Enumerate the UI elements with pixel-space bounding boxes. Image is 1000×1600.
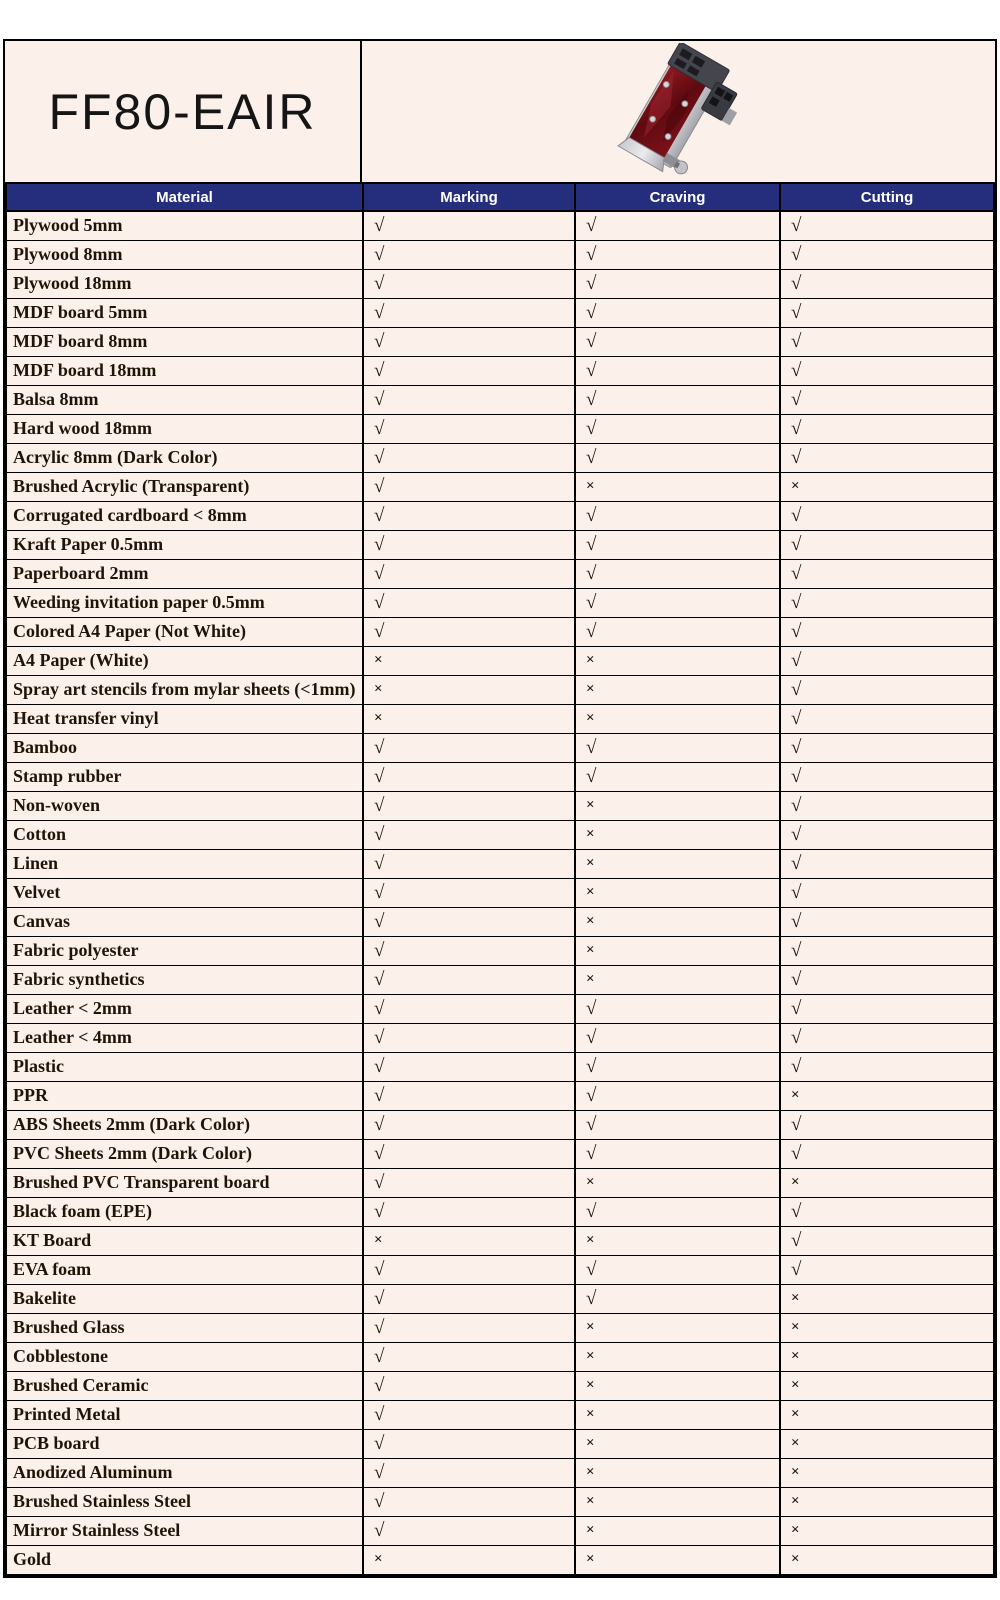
craving-cell: × xyxy=(575,849,780,878)
cutting-cell: × xyxy=(780,1429,994,1458)
table-row xyxy=(6,1487,994,1516)
cutting-cell: √ xyxy=(780,820,994,849)
material-cell: Hard wood 18mm xyxy=(6,414,363,443)
table-row xyxy=(6,820,994,849)
cutting-cell: × xyxy=(780,1168,994,1197)
sheet-header xyxy=(5,41,995,184)
material-cell: Paperboard 2mm xyxy=(6,559,363,588)
material-cell: PVC Sheets 2mm (Dark Color) xyxy=(6,1139,363,1168)
craving-cell: √ xyxy=(575,1197,780,1226)
marking-cell: × xyxy=(363,1545,575,1574)
marking-cell: √ xyxy=(363,1255,575,1284)
cutting-cell: × xyxy=(780,1313,994,1342)
cutting-cell: × xyxy=(780,472,994,501)
marking-cell: √ xyxy=(363,1052,575,1081)
table-row xyxy=(6,646,994,675)
marking-cell: √ xyxy=(363,907,575,936)
material-cell: Brushed Ceramic xyxy=(6,1371,363,1400)
cutting-cell: √ xyxy=(780,733,994,762)
table-row xyxy=(6,1313,994,1342)
craving-cell: × xyxy=(575,472,780,501)
cutting-cell: √ xyxy=(780,791,994,820)
cutting-cell: × xyxy=(780,1371,994,1400)
laser-module-image xyxy=(571,43,786,181)
cutting-cell: √ xyxy=(780,327,994,356)
material-cell: Brushed Acrylic (Transparent) xyxy=(6,472,363,501)
table-row xyxy=(6,1342,994,1371)
marking-cell: √ xyxy=(363,936,575,965)
craving-cell: × xyxy=(575,1516,780,1545)
marking-cell: √ xyxy=(363,1081,575,1110)
table-row xyxy=(6,1545,994,1574)
cutting-cell: √ xyxy=(780,530,994,559)
craving-cell: × xyxy=(575,791,780,820)
material-cell: Spray art stencils from mylar sheets (<1mm) xyxy=(6,675,363,704)
material-cell: Mirror Stainless Steel xyxy=(6,1516,363,1545)
craving-cell: × xyxy=(575,1545,780,1574)
material-cell: Brushed PVC Transparent board xyxy=(6,1168,363,1197)
cutting-cell: √ xyxy=(780,588,994,617)
craving-cell: √ xyxy=(575,1284,780,1313)
craving-cell: × xyxy=(575,907,780,936)
material-cell: Non-woven xyxy=(6,791,363,820)
marking-cell: × xyxy=(363,646,575,675)
marking-cell: √ xyxy=(363,1400,575,1429)
material-cell: MDF board 18mm xyxy=(6,356,363,385)
craving-cell: √ xyxy=(575,530,780,559)
table-row xyxy=(6,327,994,356)
craving-cell: × xyxy=(575,820,780,849)
cutting-cell: √ xyxy=(780,617,994,646)
table-row xyxy=(6,472,994,501)
craving-cell: √ xyxy=(575,356,780,385)
craving-cell: √ xyxy=(575,762,780,791)
marking-cell: √ xyxy=(363,501,575,530)
table-row xyxy=(6,269,994,298)
marking-cell: × xyxy=(363,1226,575,1255)
marking-cell: × xyxy=(363,675,575,704)
material-cell: Heat transfer vinyl xyxy=(6,704,363,733)
marking-cell: √ xyxy=(363,820,575,849)
craving-cell: √ xyxy=(575,994,780,1023)
table-row xyxy=(6,501,994,530)
material-cell: KT Board xyxy=(6,1226,363,1255)
table-row xyxy=(6,733,994,762)
marking-cell: √ xyxy=(363,588,575,617)
cutting-cell: √ xyxy=(780,1255,994,1284)
cutting-cell: √ xyxy=(780,704,994,733)
craving-cell: × xyxy=(575,965,780,994)
material-cell: Leather < 4mm xyxy=(6,1023,363,1052)
material-cell: Kraft Paper 0.5mm xyxy=(6,530,363,559)
craving-cell: × xyxy=(575,1371,780,1400)
table-row xyxy=(6,1255,994,1284)
craving-cell: × xyxy=(575,1313,780,1342)
craving-cell: √ xyxy=(575,1139,780,1168)
table-row xyxy=(6,559,994,588)
craving-cell: √ xyxy=(575,1023,780,1052)
marking-cell: √ xyxy=(363,1284,575,1313)
marking-cell: √ xyxy=(363,414,575,443)
marking-cell: √ xyxy=(363,1487,575,1516)
marking-cell: √ xyxy=(363,1023,575,1052)
marking-cell: √ xyxy=(363,240,575,269)
table-row xyxy=(6,588,994,617)
marking-cell: √ xyxy=(363,994,575,1023)
cutting-cell: √ xyxy=(780,1139,994,1168)
cutting-cell: √ xyxy=(780,298,994,327)
cutting-cell: √ xyxy=(780,965,994,994)
cutting-cell: × xyxy=(780,1342,994,1371)
table-row xyxy=(6,240,994,269)
cutting-cell: √ xyxy=(780,762,994,791)
cutting-cell: √ xyxy=(780,878,994,907)
table-row xyxy=(6,791,994,820)
marking-cell: √ xyxy=(363,1168,575,1197)
cutting-cell: √ xyxy=(780,240,994,269)
table-row xyxy=(6,907,994,936)
cutting-cell: × xyxy=(780,1516,994,1545)
craving-cell: × xyxy=(575,1226,780,1255)
table-row xyxy=(6,1284,994,1313)
marking-cell: √ xyxy=(363,1429,575,1458)
material-cell: Gold xyxy=(6,1545,363,1574)
spec-sheet xyxy=(3,39,997,1578)
marking-cell: √ xyxy=(363,1516,575,1545)
column-header-marking: Marking xyxy=(363,184,575,211)
cutting-cell: √ xyxy=(780,211,994,240)
materials-table xyxy=(5,184,995,1575)
marking-cell: √ xyxy=(363,385,575,414)
cutting-cell: √ xyxy=(780,1197,994,1226)
cutting-cell: √ xyxy=(780,936,994,965)
marking-cell: √ xyxy=(363,1458,575,1487)
table-row xyxy=(6,965,994,994)
table-row xyxy=(6,675,994,704)
materials-table-body xyxy=(6,211,994,1574)
marking-cell: √ xyxy=(363,472,575,501)
material-cell: Cotton xyxy=(6,820,363,849)
craving-cell: × xyxy=(575,675,780,704)
cutting-cell: × xyxy=(780,1081,994,1110)
material-cell: Leather < 2mm xyxy=(6,994,363,1023)
table-row xyxy=(6,1139,994,1168)
cutting-cell: √ xyxy=(780,269,994,298)
table-row xyxy=(6,1516,994,1545)
material-cell: Stamp rubber xyxy=(6,762,363,791)
material-cell: Fabric polyester xyxy=(6,936,363,965)
table-row xyxy=(6,443,994,472)
marking-cell: √ xyxy=(363,356,575,385)
craving-cell: √ xyxy=(575,298,780,327)
table-row xyxy=(6,1110,994,1139)
craving-cell: √ xyxy=(575,559,780,588)
title-box xyxy=(5,41,362,182)
cutting-cell: √ xyxy=(780,1052,994,1081)
table-row xyxy=(6,878,994,907)
marking-cell: √ xyxy=(363,559,575,588)
cutting-cell: × xyxy=(780,1284,994,1313)
marking-cell: √ xyxy=(363,327,575,356)
craving-cell: × xyxy=(575,1458,780,1487)
craving-cell: × xyxy=(575,1487,780,1516)
marking-cell: √ xyxy=(363,762,575,791)
material-cell: Plywood 8mm xyxy=(6,240,363,269)
cutting-cell: √ xyxy=(780,1226,994,1255)
cutting-cell: √ xyxy=(780,994,994,1023)
marking-cell: √ xyxy=(363,1313,575,1342)
cutting-cell: √ xyxy=(780,1110,994,1139)
marking-cell: √ xyxy=(363,1342,575,1371)
marking-cell: √ xyxy=(363,733,575,762)
material-cell: PPR xyxy=(6,1081,363,1110)
table-row xyxy=(6,414,994,443)
column-header-material: Material xyxy=(6,184,363,211)
marking-cell: √ xyxy=(363,269,575,298)
craving-cell: √ xyxy=(575,1081,780,1110)
material-cell: Weeding invitation paper 0.5mm xyxy=(6,588,363,617)
marking-cell: √ xyxy=(363,791,575,820)
cutting-cell: √ xyxy=(780,501,994,530)
material-cell: Brushed Stainless Steel xyxy=(6,1487,363,1516)
table-row xyxy=(6,762,994,791)
craving-cell: √ xyxy=(575,617,780,646)
table-row xyxy=(6,1371,994,1400)
table-row xyxy=(6,936,994,965)
material-cell: Fabric synthetics xyxy=(6,965,363,994)
page-title: FF80-EAIR xyxy=(48,83,317,140)
marking-cell: √ xyxy=(363,298,575,327)
marking-cell: √ xyxy=(363,878,575,907)
material-cell: Bakelite xyxy=(6,1284,363,1313)
table-row xyxy=(6,1458,994,1487)
material-cell: MDF board 8mm xyxy=(6,327,363,356)
material-cell: Printed Metal xyxy=(6,1400,363,1429)
material-cell: Anodized Aluminum xyxy=(6,1458,363,1487)
craving-cell: √ xyxy=(575,1255,780,1284)
cutting-cell: √ xyxy=(780,356,994,385)
craving-cell: √ xyxy=(575,385,780,414)
column-header-craving: Craving xyxy=(575,184,780,211)
material-cell: A4 Paper (White) xyxy=(6,646,363,675)
material-cell: PCB board xyxy=(6,1429,363,1458)
material-cell: Brushed Glass xyxy=(6,1313,363,1342)
table-row xyxy=(6,849,994,878)
marking-cell: √ xyxy=(363,1110,575,1139)
table-row xyxy=(6,1400,994,1429)
table-row xyxy=(6,1052,994,1081)
marking-cell: √ xyxy=(363,617,575,646)
craving-cell: × xyxy=(575,936,780,965)
cutting-cell: √ xyxy=(780,646,994,675)
craving-cell: √ xyxy=(575,240,780,269)
table-row xyxy=(6,1023,994,1052)
cutting-cell: × xyxy=(780,1545,994,1574)
craving-cell: × xyxy=(575,1400,780,1429)
material-cell: ABS Sheets 2mm (Dark Color) xyxy=(6,1110,363,1139)
material-cell: Bamboo xyxy=(6,733,363,762)
material-cell: Black foam (EPE) xyxy=(6,1197,363,1226)
marking-cell: √ xyxy=(363,1197,575,1226)
product-image-box xyxy=(362,41,995,182)
craving-cell: × xyxy=(575,1168,780,1197)
material-cell: Colored A4 Paper (Not White) xyxy=(6,617,363,646)
table-row xyxy=(6,1081,994,1110)
marking-cell: √ xyxy=(363,1371,575,1400)
craving-cell: √ xyxy=(575,414,780,443)
cutting-cell: √ xyxy=(780,1023,994,1052)
material-cell: Plywood 5mm xyxy=(6,211,363,240)
material-cell: Cobblestone xyxy=(6,1342,363,1371)
cutting-cell: √ xyxy=(780,907,994,936)
craving-cell: × xyxy=(575,704,780,733)
table-header-row xyxy=(6,184,994,211)
material-cell: MDF board 5mm xyxy=(6,298,363,327)
craving-cell: √ xyxy=(575,733,780,762)
marking-cell: √ xyxy=(363,211,575,240)
marking-cell: √ xyxy=(363,849,575,878)
table-row xyxy=(6,1197,994,1226)
craving-cell: × xyxy=(575,878,780,907)
table-row xyxy=(6,356,994,385)
material-cell: Plywood 18mm xyxy=(6,269,363,298)
marking-cell: √ xyxy=(363,965,575,994)
cutting-cell: × xyxy=(780,1400,994,1429)
table-row xyxy=(6,994,994,1023)
cutting-cell: √ xyxy=(780,385,994,414)
craving-cell: √ xyxy=(575,269,780,298)
column-header-cutting: Cutting xyxy=(780,184,994,211)
cutting-cell: √ xyxy=(780,675,994,704)
material-cell: Velvet xyxy=(6,878,363,907)
craving-cell: √ xyxy=(575,588,780,617)
table-row xyxy=(6,298,994,327)
craving-cell: √ xyxy=(575,443,780,472)
cutting-cell: √ xyxy=(780,443,994,472)
craving-cell: × xyxy=(575,1429,780,1458)
material-cell: Balsa 8mm xyxy=(6,385,363,414)
material-cell: Acrylic 8mm (Dark Color) xyxy=(6,443,363,472)
craving-cell: √ xyxy=(575,1052,780,1081)
table-row xyxy=(6,704,994,733)
craving-cell: √ xyxy=(575,327,780,356)
cutting-cell: √ xyxy=(780,849,994,878)
material-cell: EVA foam xyxy=(6,1255,363,1284)
craving-cell: √ xyxy=(575,501,780,530)
craving-cell: × xyxy=(575,1342,780,1371)
cutting-cell: √ xyxy=(780,559,994,588)
marking-cell: √ xyxy=(363,530,575,559)
table-row xyxy=(6,1429,994,1458)
material-cell: Corrugated cardboard < 8mm xyxy=(6,501,363,530)
marking-cell: × xyxy=(363,704,575,733)
cutting-cell: √ xyxy=(780,414,994,443)
table-row xyxy=(6,617,994,646)
material-cell: Linen xyxy=(6,849,363,878)
table-row xyxy=(6,1226,994,1255)
cutting-cell: × xyxy=(780,1458,994,1487)
material-cell: Plastic xyxy=(6,1052,363,1081)
table-row xyxy=(6,530,994,559)
craving-cell: × xyxy=(575,646,780,675)
table-row xyxy=(6,385,994,414)
craving-cell: √ xyxy=(575,1110,780,1139)
table-row xyxy=(6,211,994,240)
material-cell: Canvas xyxy=(6,907,363,936)
table-row xyxy=(6,1168,994,1197)
marking-cell: √ xyxy=(363,1139,575,1168)
craving-cell: √ xyxy=(575,211,780,240)
marking-cell: √ xyxy=(363,443,575,472)
cutting-cell: × xyxy=(780,1487,994,1516)
